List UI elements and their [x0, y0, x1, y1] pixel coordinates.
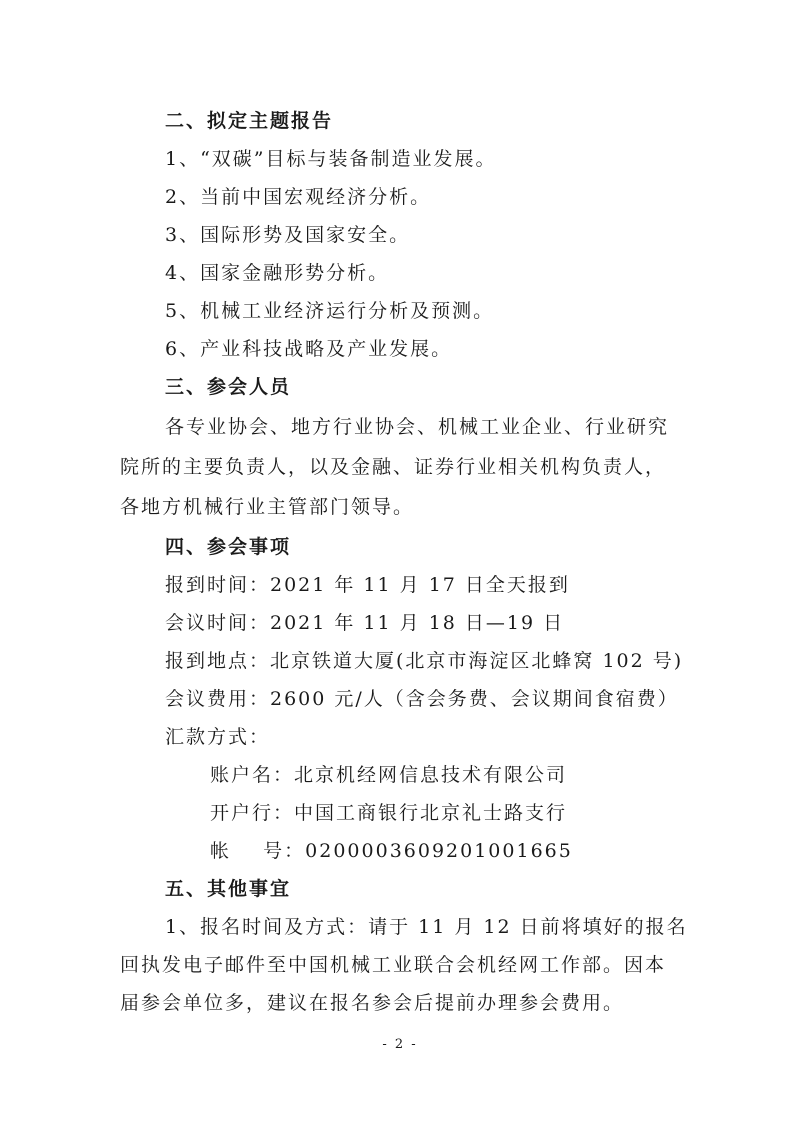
section5-heading: 五、其他事宜 [165, 878, 292, 900]
section5-line-2: 回执发电子邮件至中国机械工业联合会机经网工作部。因本 [120, 954, 667, 976]
section2-item-5: 5、机械工业经济运行分析及预测。 [165, 300, 495, 322]
section3-heading: 三、参会人员 [165, 376, 292, 398]
section2-item-4: 4、国家金融形势分析。 [165, 262, 390, 284]
section5-line-1: 1、报名时间及方式：请于 11 月 12 日前将填好的报名 [165, 916, 688, 938]
section2-item-6: 6、产业科技战略及产业发展。 [165, 338, 453, 360]
section3-line-3: 各地方机械行业主管部门领导。 [120, 496, 415, 518]
section4-heading: 四、参会事项 [165, 536, 292, 558]
bank-name: 开户行：中国工商银行北京礼士路支行 [210, 802, 568, 824]
section2-item-2: 2、当前中国宏观经济分析。 [165, 186, 432, 208]
section3-line-2: 院所的主要负责人，以及金融、证券行业相关机构负责人， [120, 456, 667, 478]
section2-heading: 二、拟定主题报告 [165, 110, 334, 132]
account-number: 帐 号：0200003609201001665 [210, 840, 573, 862]
remittance-label: 汇款方式： [165, 726, 271, 748]
section5-line-3: 届参会单位多，建议在报名参会后提前办理参会费用。 [120, 992, 625, 1014]
meeting-time: 会议时间：2021 年 11 月 18 日—19 日 [165, 612, 565, 634]
section3-line-1: 各专业协会、地方行业协会、机械工业企业、行业研究 [165, 416, 670, 438]
registration-place: 报到地点：北京铁道大厦(北京市海淀区北蜂窝 102 号) [165, 650, 684, 672]
page-number: - 2 - [382, 1037, 418, 1052]
account-name: 账户名：北京机经网信息技术有限公司 [210, 764, 568, 786]
section2-item-3: 3、国际形势及国家安全。 [165, 224, 411, 246]
section2-item-1: 1、“双碳”目标与装备制造业发展。 [165, 148, 497, 170]
registration-time: 报到时间：2021 年 11 月 17 日全天报到 [165, 574, 570, 596]
meeting-fee: 会议费用：2600 元/人（含会务费、会议期间食宿费） [165, 688, 679, 710]
